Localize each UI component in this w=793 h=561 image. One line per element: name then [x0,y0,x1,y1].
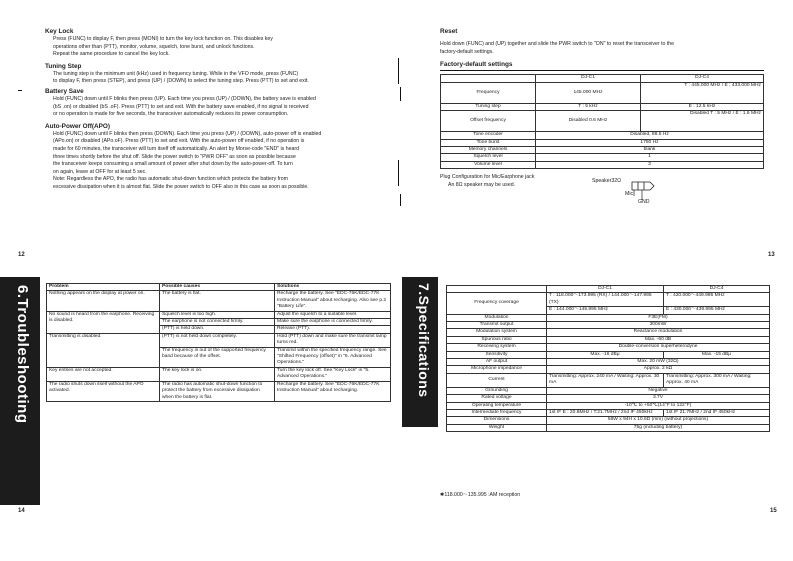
table-header: Possible causes [160,284,275,291]
table-cell: The radio has automatic shut-down function to protect the battery from excessive dissipation when the battery is flat. [160,381,275,401]
section-title: 6.Troubleshooting [14,285,31,424]
apo-line: Note: Regardless the APO, the radio has automatic shut-down function which protects the battery from [53,176,288,183]
table-row [47,284,391,291]
table-cell: Nothing appears on the display at power on. [47,291,160,311]
table-cell: The key lock is on. [160,367,275,381]
table-cell: Negative [547,387,770,394]
table-cell: Frequency [441,82,536,103]
table-row [47,333,391,347]
table-cell: blank [536,147,764,154]
table-row [441,139,764,146]
table-row [441,82,764,103]
apo-title: Auto-Power Off(APO) [45,122,110,130]
table-row [447,366,770,373]
table-cell: Max. -16 dBμ [547,351,664,358]
table-cell: 1st IF 21.7MHz / 2nd IF 450kHz [664,409,770,416]
table-cell: The earphone is not connected firmly. [160,319,275,326]
apo-line: on again, leave at OFF for at least 5 sec. [53,168,147,175]
table-cell: Hold (PTT) down and make sure the transmit lamp turns red. [275,333,391,347]
table-cell: Modulation system [447,329,547,336]
table-cell: (PTT) is held down. [160,326,275,333]
page-number: 13 [768,252,775,258]
table-cell: Tone encoder [441,132,536,139]
divider [440,70,764,71]
table-row [447,387,770,394]
factory-table [440,74,764,169]
table-row [447,409,770,416]
table-row [447,336,770,343]
battery-save-line: or no operation is made for five seconds, the transceiver automatically reduces its power consumption. [53,111,289,118]
table-cell: Sensitivity [447,351,547,358]
table-row [447,373,770,387]
table-row [447,424,770,431]
apo-line: (APo.on) or disabled (APo.oF). Press (PTT) to set and exit. With the auto-power off enabled, if no operation is [53,138,305,145]
table-cell: Squelch level is too high. [160,311,275,318]
page-number: 14 [18,508,25,514]
table-cell: T : 118.000～173.995 (RX) / 144.000～147.995 (TX) [547,293,664,307]
reset-line: factory-default settings. [440,48,494,55]
table-row [47,291,391,311]
table-cell: 56W x 94H x 10.6D (mm) (without projections) [547,417,770,424]
page-13 [440,27,780,206]
table-row [447,314,770,321]
mic-label: Mic [625,191,634,198]
table-cell: Squelch level [441,154,536,161]
key-lock-line: operations other than (PTT), monitor, volume, squelch, tone burst, and unlock functions. [53,43,255,50]
table-cell: 3 [536,161,764,168]
table-row [47,381,391,401]
table-cell: AF output [447,359,547,366]
table-cell: Memory channels [441,147,536,154]
table-cell: Microphone impedance [447,366,547,373]
table-row [447,286,770,293]
table-cell: 1 [536,154,764,161]
apo-line: made for 60 minutes, the transceiver will turn itself off automatically. An alert by Morse-code "END" is heard [53,145,299,152]
table-cell: DJ-C1 [536,75,641,82]
table-cell: Intermediate frequency [447,409,547,416]
table-cell: DJ-C4 [641,75,764,82]
table-cell: Disabled 0.6 MHz [536,111,641,132]
apo-line: Hold (FUNC) down until F blinks then press (DOWN). Each time you press (UP) / (DOWN), auto-power off is enabled [53,130,322,137]
table-cell: -10℃ to +50℃(14°F to 122°F) [547,402,770,409]
table-cell: Adjust the squelch to a suitable level. [275,311,391,318]
table-cell [447,286,547,293]
table-row [447,395,770,402]
table-cell: T : 5 kHz [536,103,641,110]
key-lock-line: Press (FUNC) to display F, then press (MONI) to turn the key lock function on. This disables key [53,36,273,42]
troubleshooting-table [46,283,391,402]
table-cell: 145.000 MHz [536,82,641,103]
table-row [447,359,770,366]
margin-bracket [18,90,22,91]
table-cell: Transmitting: Approx. 240 mA / Waiting: Approx. 30 mA [547,373,664,387]
table-cell: No sound is heard from the earphone. Receiving is disabled. [47,311,160,333]
table-row [441,147,764,154]
key-lock-line: Repeat the same procedure to cancel the key lock. [53,51,170,58]
table-cell: Volume level [441,161,536,168]
tuning-step-title: Tuning Step [45,62,82,70]
table-cell: DJ-C1 [547,286,664,293]
battery-save-title: Battery Save [45,87,84,95]
table-cell: Dimensions [447,417,547,424]
battery-save-line: Hold (FUNC) down until F blinks then press (UP). Each time you press (UP) / (DOWN), the battery save is enabled [53,95,316,102]
table-cell: Release (PTT). [275,326,391,333]
table-cell: 1750 Hz [536,139,764,146]
table-row [447,402,770,409]
table-row [441,154,764,161]
specifications-table [446,285,770,432]
table-cell: Weight [447,424,547,431]
table-row [447,344,770,351]
table-cell: The frequency is out of the supported frequency band because of the offset. [160,347,275,367]
reset-line: Hold down (FUNC) and (UP) together and slide the PWR switch to "ON" to reset the transceiver to the [440,41,675,47]
table-cell: DJ-C4 [664,286,770,293]
table-cell: Make sure the earphone is connected firmly. [275,319,391,326]
section-title: 7.Specifications [416,283,432,398]
table-cell: Max. -15 dBμ [664,351,770,358]
table-cell: Turn the key lock off. See "Key Lock" in "5. Advanced Operations." [275,367,391,381]
table-row [447,351,770,358]
table-cell: Recharge the battery. See "EDC-76K/EDC-77K Instruction Manual" about recharging. [275,381,391,401]
table-cell: E : 12.5 kHz [641,103,764,110]
tuning-step-line: The tuning step is the minimum unit (kHz) used in frequency tuning. While in the VFO mode, press (FUNC) [53,70,299,77]
plug-line: Plug Configuration for Mic/Earphone jack [440,174,535,181]
table-cell: F3E(FM) [547,314,770,321]
table-cell: T : 420.000～449.995 MHz [664,293,770,307]
page-number: 15 [770,508,777,514]
page-12 [45,27,395,192]
speaker-label: Speaker32Ω [592,178,621,185]
table-row [441,103,764,110]
table-cell: Recharge the battery. See "EDC-76K/EDC-77K Instruction Manual" about recharging. Also see p.2 "Battery Life". [275,291,391,311]
table-row [447,329,770,336]
key-lock-title: Key Lock [45,28,74,35]
battery-save-line: (bS .on) or disabled (bS .oF). Press (PTT) to set and exit. With the battery save enabled, if no signal is received [53,103,309,110]
table-cell: Transmitting: Approx. 300 mA / Waiting: Approx. 40 mA [664,373,770,387]
table-cell: Tone burst [441,139,536,146]
margin-bracket [400,194,401,206]
page-number: 12 [18,252,25,258]
table-cell: Reactance modulation [547,329,770,336]
table-cell: Disabled T : 5 MHz / E : 1.6 MHz [641,111,764,132]
table-cell: (PTT) is not held down completely. [160,333,275,347]
table-row [447,322,770,329]
plug-diagram-icon [620,174,660,204]
table-cell: E : 144.000～145.995 MHz [547,307,664,314]
factory-title: Factory-default settings [440,61,513,69]
reset-title: Reset [440,28,458,35]
table-cell: Transmitting is disabled. [47,333,160,367]
table-cell: Approx. 2 kΩ [547,366,770,373]
table-cell: 1st IF E : 20.8MHz / T:21.7MHz / 2nd IF 450kHz [547,409,664,416]
footnote: ✱118.000～135.995 :AM reception [440,492,521,498]
table-cell: Receiving system [447,344,547,351]
table-cell: 300mW [547,322,770,329]
table-header: Solutions [275,284,391,291]
table-row [441,111,764,132]
section-tab [0,277,40,505]
apo-line: the transceiver keeps consuming a small amount of power after shut down by the auto-power-off. To turn [53,161,293,168]
table-cell: Disabled, 88.5 Hz [536,132,764,139]
table-header: Problem [47,284,160,291]
table-cell: Current [447,373,547,387]
table-cell: 75g (including battery) [547,424,770,431]
margin-bracket [400,87,401,101]
table-cell: Offset frequency [441,111,536,132]
table-row [47,311,391,318]
table-row [441,132,764,139]
table-cell: Frequency coverage [447,293,547,314]
table-cell: T : 445.000 MHz / E : 433.000 MHz [641,82,764,103]
table-cell: Double-conversion superheterodyne [547,344,770,351]
table-row [441,161,764,168]
table-cell: Transmit output [447,322,547,329]
table-row [47,367,391,381]
plug-line: An 8Ω speaker may be used. [448,181,516,188]
margin-bracket [398,58,399,84]
table-cell: Max. -60 dB [547,336,770,343]
table-cell: Transmit within the specified frequency range. See "Shifted Frequency (offset)" in "5. Advanced Operations." [275,347,391,367]
table-cell: 3.7V [547,395,770,402]
section-tab [402,277,438,427]
tuning-step-line: to display F, then press (STEP), and press (UP) / (DOWN) to select the tuning step. Press (PTT) to set and exit. [53,78,309,85]
table-cell: Spurious ratio [447,336,547,343]
table-row [441,75,764,82]
table-cell: E : 430.000～439.995 MHz [664,307,770,314]
gnd-label: GND [638,199,650,206]
table-cell: Grounding [447,387,547,394]
table-cell: Modulation [447,314,547,321]
table-cell: Operating temperature [447,402,547,409]
table-cell: The radio shuts down itself without the APO activated. [47,381,160,401]
table-cell: Key entries are not accepted. [47,367,160,381]
table-cell: The battery is flat. [160,291,275,311]
apo-line: three times shortly before the shut off. Slide the power switch to "PWR OFF" as soon as possible because [53,153,296,160]
table-cell: Rated voltage [447,395,547,402]
apo-line: excessive dissipation when it is almost flat. Slide the power switch to OFF also in this case as soon as possible. [53,183,309,190]
margin-bracket [398,160,399,186]
table-cell [441,75,536,82]
table-cell: Tuning step [441,103,536,110]
table-cell: Max. 20 mW (32Ω) [547,359,770,366]
table-row [447,293,770,307]
table-row [447,417,770,424]
